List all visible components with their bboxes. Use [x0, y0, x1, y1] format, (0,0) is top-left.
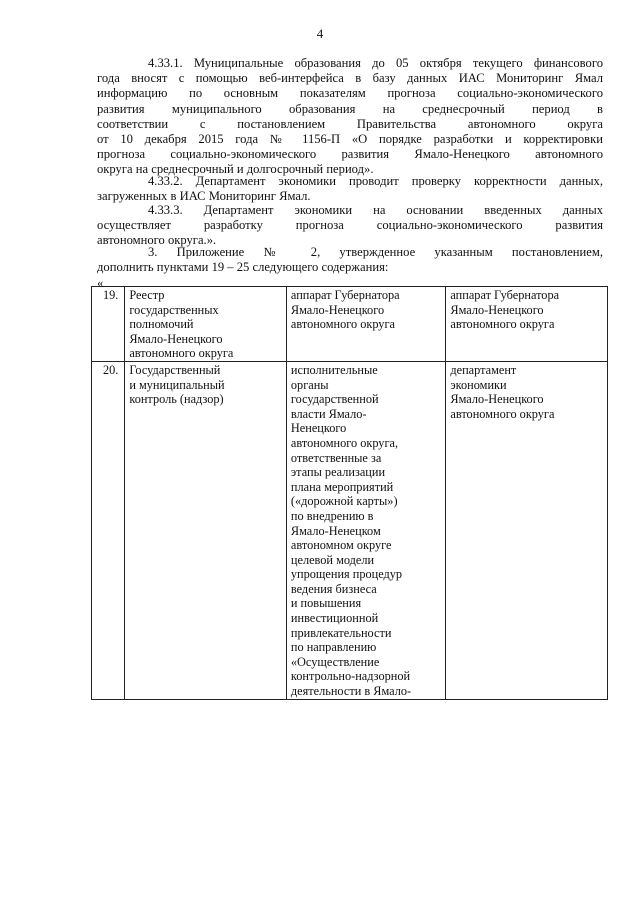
text-line: 4.33.3. Департамент экономики на основании введенных данных — [148, 203, 603, 217]
page-number: 4 — [316, 26, 324, 41]
cell-text: государственной — [290, 392, 379, 407]
cell-text: аппарат Губернатора — [450, 288, 560, 302]
paragraph-appendix-2 — [97, 245, 603, 275]
cell-text: контроль (надзор) — [129, 392, 224, 407]
text-line: развития муниципального образования на среднесрочный период в — [97, 101, 603, 116]
cell-text: привлекательности — [290, 625, 392, 640]
cell-text: Ямало-Ненецкого — [129, 331, 223, 346]
cell-text: «Осуществление — [290, 654, 380, 669]
paragraph-4-33-1 — [97, 56, 603, 178]
responsible-cell — [286, 361, 445, 699]
responsible-cell — [286, 287, 445, 362]
cell-text: этапы реализации — [290, 465, 386, 480]
cell-text: государственных — [129, 302, 219, 317]
cell-text: по направлению — [290, 640, 377, 655]
cell-text: и муниципальный — [129, 377, 225, 392]
cell-text: ответственные за — [290, 450, 382, 465]
text-line: 3. Приложение № 2, утвержденное указанным постановлением, — [148, 245, 603, 259]
coordinator-cell — [446, 361, 608, 699]
cell-text: контрольно-надзорной — [290, 669, 411, 684]
cell-text: деятельности в Ямало- — [290, 684, 412, 699]
text-line: загруженных в ИАС Мониторинг Ямал. — [97, 189, 311, 204]
table-row — [92, 361, 608, 699]
opening-quote: « — [97, 276, 104, 290]
text-line: прогноза социально-экономического развития Ямало-Ненецкого автономного — [97, 147, 603, 162]
cell-text: плана мероприятий — [290, 479, 394, 494]
cell-text: автономного округа — [450, 406, 555, 421]
cell-text: автономного округа, — [290, 435, 399, 450]
system-name-cell — [125, 287, 287, 362]
cell-text: исполнительные — [290, 362, 378, 377]
text-line: автономного округа.». — [97, 233, 217, 248]
appendix-table — [91, 286, 608, 700]
cell-text: («дорожной карты») — [290, 494, 398, 509]
paragraph-4-33-2 — [97, 174, 603, 204]
cell-text: аппарат Губернатора — [290, 288, 400, 302]
cell-text: Ямало-Ненецком — [290, 523, 381, 538]
cell-text: полномочий — [129, 317, 194, 332]
cell-text: автономном округе — [290, 538, 392, 553]
text-line: 4.33.1. Муниципальные образования до 05 октября текущего финансового — [148, 56, 603, 70]
text-line: округа на среднесрочный и долгосрочный период». — [97, 162, 374, 177]
text-line: от 10 декабря 2015 года № 1156-П «О порядке разработки и корректировки — [97, 132, 603, 147]
cell-text: автономного округа — [129, 346, 234, 361]
text-line: дополнить пунктами 19 – 25 следующего содержания: — [97, 260, 389, 275]
cell-text: ведения бизнеса — [290, 581, 377, 596]
text-line: осуществляет разработку прогноза социально-экономического развития — [97, 218, 603, 233]
text-line: информацию по основным показателям прогноза социально-экономического — [97, 86, 603, 101]
cell-text: и повышения — [290, 596, 362, 611]
cell-text: автономного округа — [450, 317, 555, 332]
text-line: 4.33.2. Департамент экономики проводит проверку корректности данных, — [148, 174, 603, 188]
row-number: 19. — [92, 287, 125, 362]
cell-text: экономики — [450, 377, 507, 392]
text-line: года вносят с помощью веб-интерфейса в базу данных ИАС Мониторинг Ямал — [97, 71, 603, 86]
text-line: соответствии с постановлением Правительства автономного округа — [97, 116, 603, 131]
cell-text: целевой модели — [290, 552, 375, 567]
cell-text: органы — [290, 377, 329, 392]
coordinator-cell — [446, 287, 608, 362]
table-row — [92, 287, 608, 362]
cell-text: автономного округа — [290, 317, 395, 332]
cell-text: инвестиционной — [290, 611, 379, 626]
cell-text: власти Ямало- — [290, 406, 367, 421]
cell-text: Ненецкого — [290, 421, 347, 436]
cell-text: Государственный — [129, 362, 221, 377]
cell-text: Ямало-Ненецкого — [290, 302, 385, 317]
cell-text: Реестр — [129, 288, 165, 302]
cell-text: по внедрению в — [290, 508, 374, 523]
paragraph-4-33-3 — [97, 203, 603, 249]
cell-text: Ямало-Ненецкого — [450, 392, 544, 407]
system-name-cell — [125, 361, 287, 699]
cell-text: департамент — [450, 362, 517, 377]
cell-text: упрощения процедур — [290, 567, 403, 582]
cell-text: Ямало-Ненецкого — [450, 302, 544, 317]
row-number: 20. — [92, 361, 125, 699]
